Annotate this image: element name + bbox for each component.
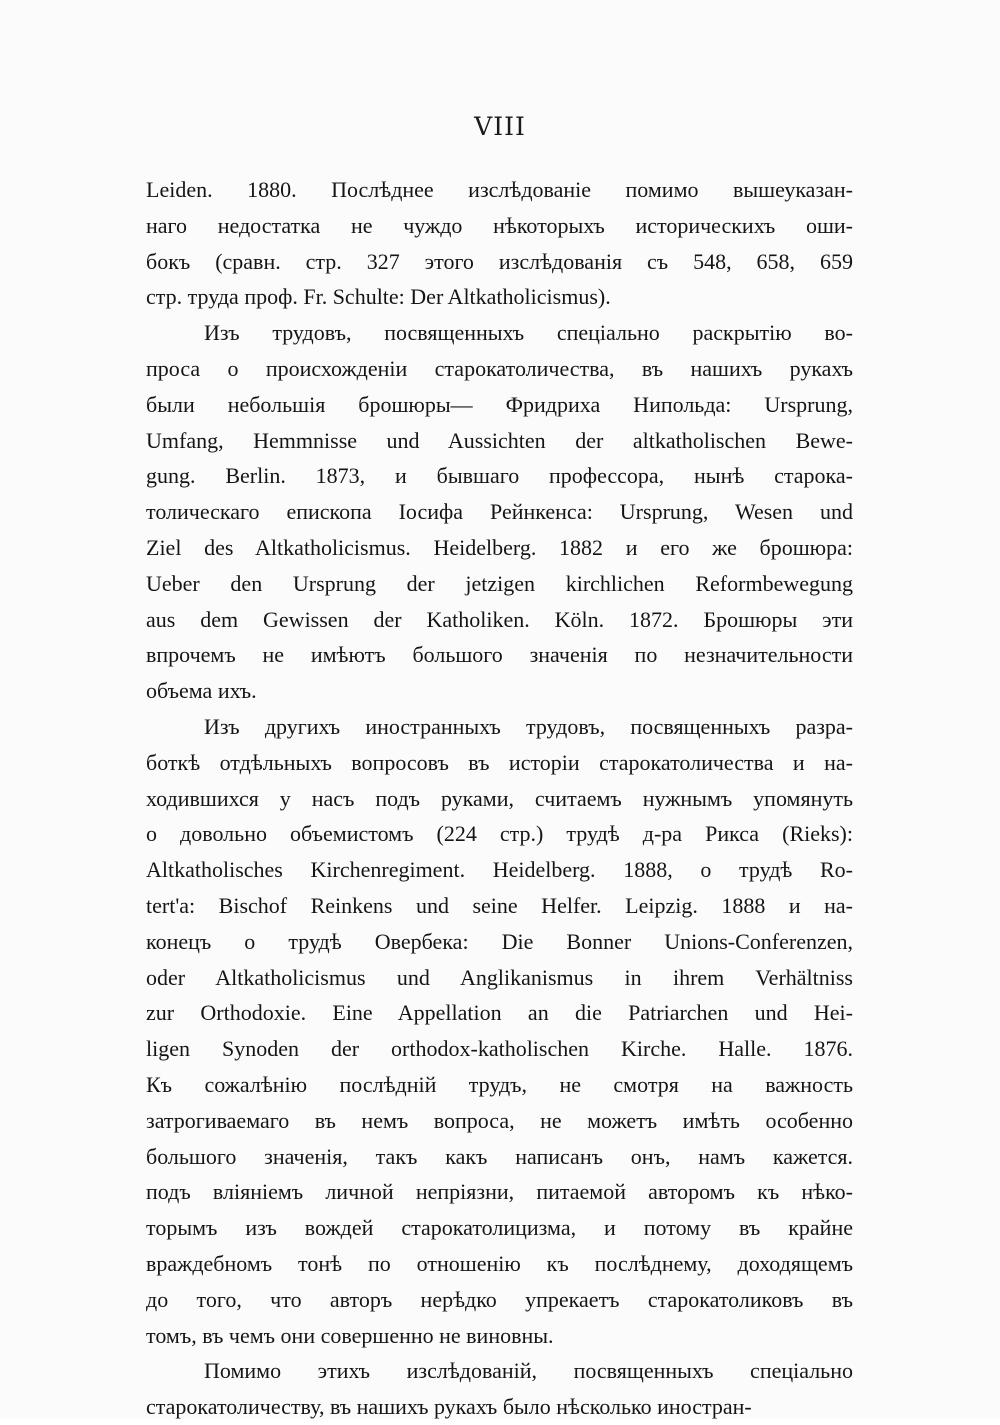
text-line: до того, что авторъ нерѣдко упрекаетъ старокатоликовъ въ [146,1286,853,1312]
text-line: враждебномъ тонѣ по отношенію къ послѣднему, доходящемъ [146,1250,853,1276]
text-line: наго недостатка не чуждо нѣкоторыхъ историческихъ оши- [146,212,853,238]
text-line: Umfang, Hemmnisse und Aussichten der altkatholischen Bewe- [146,427,853,453]
text-line: затрогиваемаго въ немъ вопроса, не можетъ имѣть особенно [146,1107,853,1133]
text-line: Къ сожалѣнію послѣдній трудъ, не смотря на важность [146,1071,853,1097]
text-line: Помимо этихъ изслѣдованій, посвященныхъ спеціально [204,1358,853,1384]
text-line: Ueber den Ursprung der jetzigen kirchlichen Reformbewegung [146,570,853,596]
text-line: конецъ о трудѣ Овербека: Die Bonner Unions-Conferenzen, [146,928,853,954]
text-line: бокъ (сравн. стр. 327 этого изслѣдованія съ 548, 658, 659 [146,248,853,274]
text-line: стр. труда проф. Fr. Schulte: Der Altkatholicismus). [146,284,611,310]
text-line: объема ихъ. [146,678,257,704]
paragraph [146,709,853,1353]
text-line: oder Altkatholicismus und Anglikanismus in ihrem Verhältniss [146,964,853,990]
paragraph [146,1353,853,1425]
text-line: старокатоличеству, въ нашихъ рукахъ было нѣсколько иностран- [146,1394,752,1420]
text-line: большого значенія, такъ какъ написанъ онъ, намъ кажется. [146,1143,853,1169]
text-line: aus dem Gewissen der Katholiken. Köln. 1872. Брошюры эти [146,606,853,632]
text-line: боткѣ отдѣльныхъ вопросовъ въ исторіи старокатоличества и на- [146,749,853,775]
text-line: впрочемъ не имѣютъ большого значенія по незначительности [146,642,853,668]
text-line: ligen Synoden der orthodox-katholischen Kirche. Halle. 1876. [146,1036,853,1062]
text-line: были небольшія брошюры— Фридриха Нипольда: Ursprung, [146,391,853,417]
text-line: проса о происхожденіи старокатоличества, въ нашихъ рукахъ [146,355,853,381]
text-line: Altkatholisches Kirchenregiment. Heidelberg. 1888, о трудѣ Ro- [146,857,853,883]
text-line: томъ, въ чемъ они совершенно не виновны. [146,1322,554,1348]
text-line: Ziel des Altkatholicismus. Heidelberg. 1882 и его же брошюра: [146,534,853,560]
text-line: gung. Berlin. 1873, и бывшаго профессора, нынѣ старока- [146,463,853,489]
text-line: zur Orthodoxie. Eine Appellation an die Patriarchen und Hei- [146,1000,853,1026]
text-line: толическаго епископа Іосифа Рейнкенса: Ursprung, Wesen und [146,499,853,525]
text-line: ходившихся у насъ подъ руками, считаемъ нужнымъ упомянуть [146,785,853,811]
text-line: tert'a: Bischof Reinkens und seine Helfer. Leipzig. 1888 и на- [146,892,853,918]
text-line: Leiden. 1880. Послѣднее изслѣдованіе помимо вышеуказан- [146,177,853,202]
page-number: VIII [474,112,526,141]
text-line: Изъ другихъ иностранныхъ трудовъ, посвященныхъ разра- [204,713,853,739]
body-text [146,172,853,1425]
text-line: торымъ изъ вождей старокатолицизма, и потому въ крайне [146,1215,853,1241]
text-line: о довольно объемистомъ (224 стр.) трудѣ д-ра Рикса (Rieks): [146,821,853,847]
paragraph [146,172,853,315]
text-line: подъ вліяніемъ личной непріязни, питаемой авторомъ къ нѣко- [146,1179,853,1205]
text-line: Изъ трудовъ, посвященныхъ спеціально раскрытію во- [204,320,853,346]
paragraph [146,315,853,709]
